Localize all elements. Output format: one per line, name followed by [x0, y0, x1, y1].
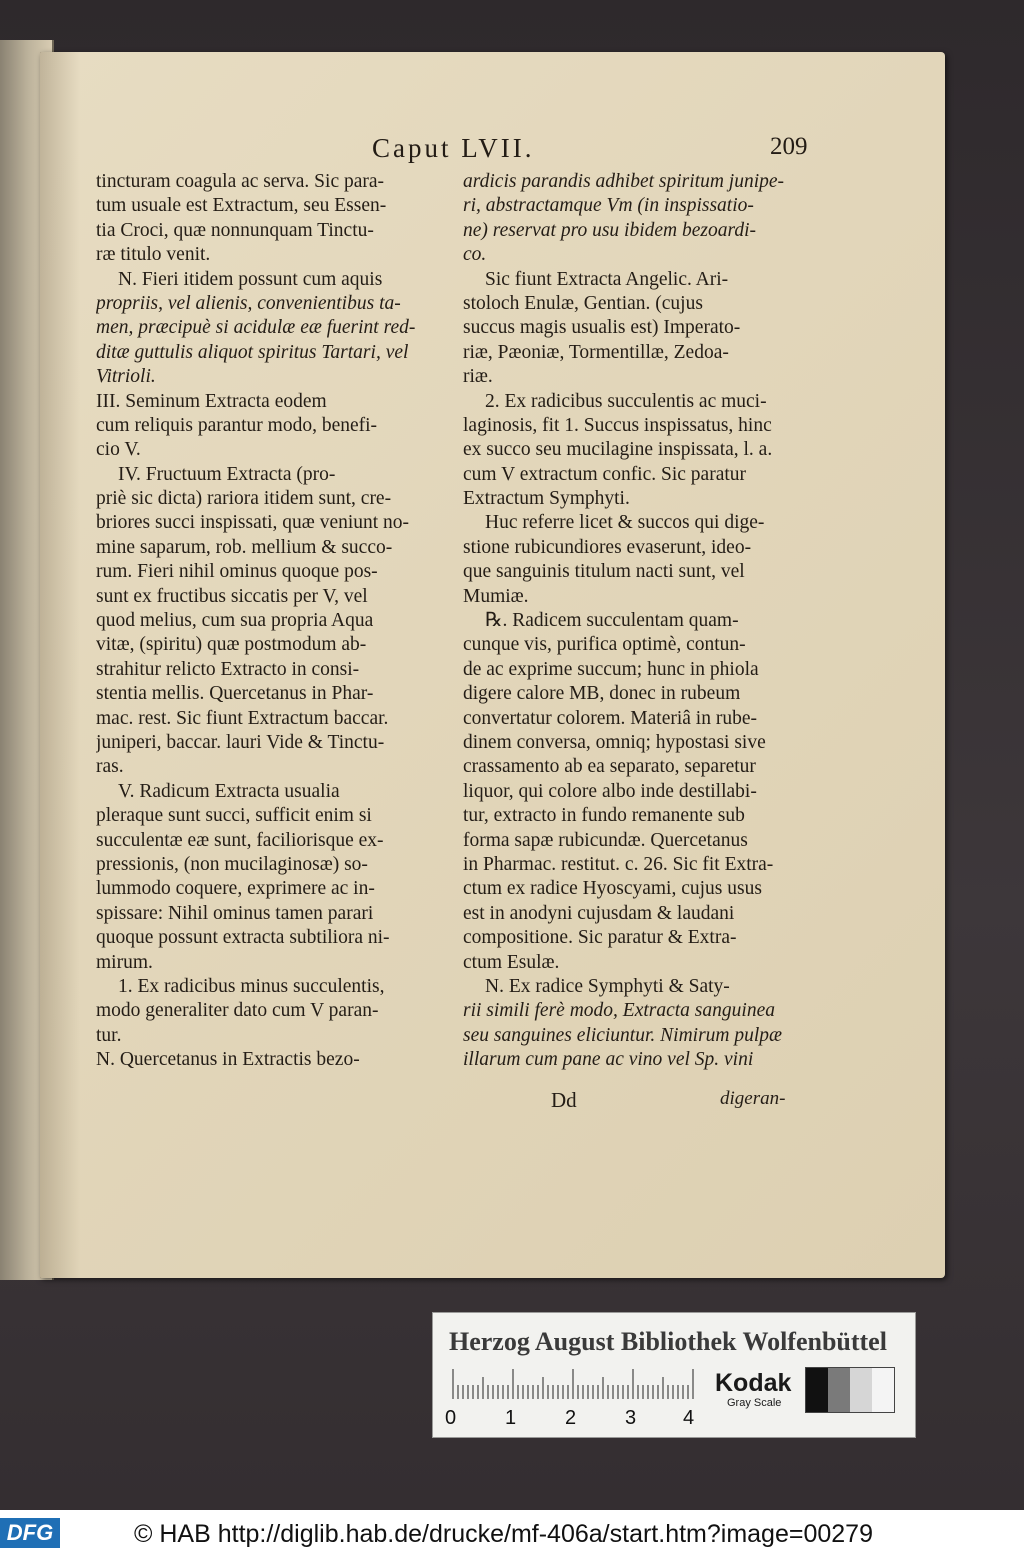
text-line: quod melius, cum sua propria Aqua	[96, 610, 374, 632]
library-name: Herzog August Bibliothek Wolfenbüttel	[449, 1327, 887, 1356]
text-line: N. Ex radice Symphyti & Saty-	[485, 975, 730, 997]
ruler-number: 0	[445, 1407, 457, 1429]
text-line: ex succo seu mucilagine inspissata, l. a.	[463, 439, 773, 461]
text-line: liquor, qui colore albo inde destillabi-	[463, 780, 757, 802]
text-line: tur, extracto in fundo remanente sub	[463, 805, 745, 827]
text-line: 1. Ex radicibus minus succulentis,	[118, 975, 385, 997]
signature-mark: Dd	[551, 1088, 577, 1112]
text-line: Mumiæ.	[463, 585, 529, 607]
gray-patch	[828, 1368, 850, 1412]
text-line: propriis, vel alienis, convenientibus ta-	[96, 292, 401, 314]
text-line: tum usuale est Extractum, seu Essen-	[96, 195, 387, 217]
text-line: seu sanguines eliciuntur. Nimirum pulpæ	[463, 1024, 783, 1046]
text-line: mac. rest. Sic fiunt Extractum baccar.	[96, 707, 389, 729]
text-line: co.	[463, 244, 487, 266]
text-line: Extractum Symphyti.	[463, 488, 630, 510]
gray-patch	[806, 1368, 828, 1412]
text-line: stoloch Enulæ, Gentian. (cujus	[463, 292, 703, 314]
text-line: digere calore MB, donec in rubeum	[463, 683, 741, 705]
copyright-link[interactable]: © HAB http://diglib.hab.de/drucke/mf-406a/start.htm?image=00279	[134, 1520, 873, 1548]
text-line: stentia mellis. Quercetanus in Phar-	[96, 683, 374, 705]
text-line: priè sic dicta) rariora itidem sunt, cre-	[96, 488, 392, 510]
text-line: spissare: Nihil ominus tamen parari	[96, 902, 374, 924]
text-line: pleraque sunt succi, sufficit enim si	[96, 805, 372, 827]
text-line: Sic fiunt Extracta Angelic. Ari-	[485, 268, 729, 290]
text-line: IV. Fructuum Extracta (pro-	[118, 463, 336, 485]
gray-scale-patches	[805, 1367, 895, 1413]
ruler-number: 2	[565, 1407, 577, 1429]
text-line: forma sapæ rubicundæ. Quercetanus	[463, 829, 748, 851]
text-line: Huc referre licet & succos qui dige-	[485, 512, 765, 534]
text-line: tia Croci, quæ nonnunquam Tinctu-	[96, 219, 374, 241]
text-line: III. Seminum Extracta eodem	[96, 390, 327, 412]
text-line: juniperi, baccar. lauri Vide & Tinctu-	[96, 731, 385, 753]
text-line: mine saparum, rob. mellium & succo-	[96, 536, 393, 558]
gray-patch	[850, 1368, 872, 1412]
text-line: ctum Esulæ.	[463, 951, 560, 973]
text-line: cunque vis, purifica optimè, contun-	[463, 634, 746, 656]
text-line: ras.	[96, 756, 124, 778]
left-text-column	[96, 170, 442, 1072]
text-line: tincturam coagula ac serva. Sic para-	[96, 171, 385, 192]
page-number: 209	[770, 133, 808, 160]
text-line: ditæ guttulis aliquot spiritus Tartari, vel	[96, 341, 409, 363]
text-line: lummodo coquere, exprimere ac in-	[96, 878, 375, 900]
text-line: modo generaliter dato cum V paran-	[96, 1000, 379, 1022]
text-line: est in anodyni cujusdam & laudani	[463, 902, 735, 924]
text-line: riæ, Pæoniæ, Tormentillæ, Zedoa-	[463, 341, 729, 363]
kodak-brand: Kodak	[715, 1369, 792, 1397]
text-line: cum reliquis parantur modo, benefi-	[96, 414, 378, 436]
text-line: rii simili ferè modo, Extracta sanguinea	[463, 1000, 775, 1022]
text-line: compositione. Sic paratur & Extra-	[463, 927, 737, 949]
text-line: 2. Ex radicibus succulentis ac muci-	[485, 390, 767, 412]
text-line: convertatur colorem. Materiâ in rube-	[463, 707, 757, 729]
text-line: succus magis usualis est) Imperato-	[463, 317, 741, 339]
text-line: briores succi inspissati, quæ veniunt no-	[96, 512, 410, 534]
archive-color-card	[432, 1312, 916, 1438]
text-line: laginosis, fit 1. Succus inspissatus, hinc	[463, 414, 772, 436]
text-line: pressionis, (non mucilaginosæ) so-	[96, 853, 368, 875]
text-line: tur.	[96, 1024, 122, 1046]
text-line: strahitur relicto Extracto in consi-	[96, 658, 360, 680]
catchword: digeran-	[720, 1088, 786, 1109]
text-line: sunt ex fructibus siccatis per V, vel	[96, 585, 368, 607]
text-line: quoque possunt extracta subtiliora ni-	[96, 927, 390, 949]
text-line: ardicis parandis adhibet spiritum junipe-	[463, 171, 785, 192]
text-line: vitæ, (spiritu) quæ postmodum ab-	[96, 634, 367, 656]
ruler-number: 4	[683, 1407, 695, 1429]
footer-bar	[0, 1510, 1024, 1555]
ruler-number: 3	[625, 1407, 637, 1429]
running-head: Caput LVII.	[372, 133, 535, 163]
text-line: succulentæ eæ sunt, faciliorisque ex-	[96, 829, 384, 851]
text-line: ne) reservat pro usu ibidem bezoardi-	[463, 219, 756, 241]
ruler-number: 1	[505, 1407, 517, 1429]
text-line: rum. Fieri nihil ominus quoque pos-	[96, 561, 378, 583]
gray-scale-label: Gray Scale	[727, 1397, 782, 1409]
text-line: ri, abstractamque Vm (in inspissatio-	[463, 195, 754, 217]
text-line: in Pharmac. restitut. c. 26. Sic fit Extra-	[463, 853, 774, 875]
right-text-column	[463, 170, 811, 1072]
text-line: dinem conversa, omniq; hypostasi sive	[463, 731, 766, 753]
text-line: crassamento ab ea separato, separetur	[463, 756, 756, 778]
text-line: V. Radicum Extracta usualia	[118, 780, 340, 802]
text-line: cum V extractum confic. Sic paratur	[463, 463, 747, 485]
text-line: ℞. Radicem succulentam quam-	[485, 610, 739, 632]
text-line: illarum cum pane ac vino vel Sp. vini	[463, 1049, 754, 1071]
text-line: ctum ex radice Hyoscyami, cujus usus	[463, 878, 762, 900]
text-line: men, præcipuè si acidulæ eæ fuerint red-	[96, 317, 416, 339]
text-line: mirum.	[96, 951, 153, 973]
measurement-ruler	[449, 1369, 705, 1399]
gray-patch	[872, 1368, 894, 1412]
text-line: que sanguinis titulum nacti sunt, vel	[463, 561, 745, 583]
text-line: N. Fieri itidem possunt cum aquis	[118, 268, 383, 290]
text-line: riæ.	[463, 366, 493, 388]
text-line: stione rubicundiores evaserunt, ideo-	[463, 536, 752, 558]
dfg-logo: DFG	[0, 1518, 60, 1548]
text-line: N. Quercetanus in Extractis bezo-	[96, 1049, 360, 1071]
text-line: Vitrioli.	[96, 366, 156, 388]
text-line: cio V.	[96, 439, 141, 461]
text-line: de ac exprime succum; hunc in phiola	[463, 658, 759, 680]
text-line: ræ titulo venit.	[96, 244, 211, 266]
